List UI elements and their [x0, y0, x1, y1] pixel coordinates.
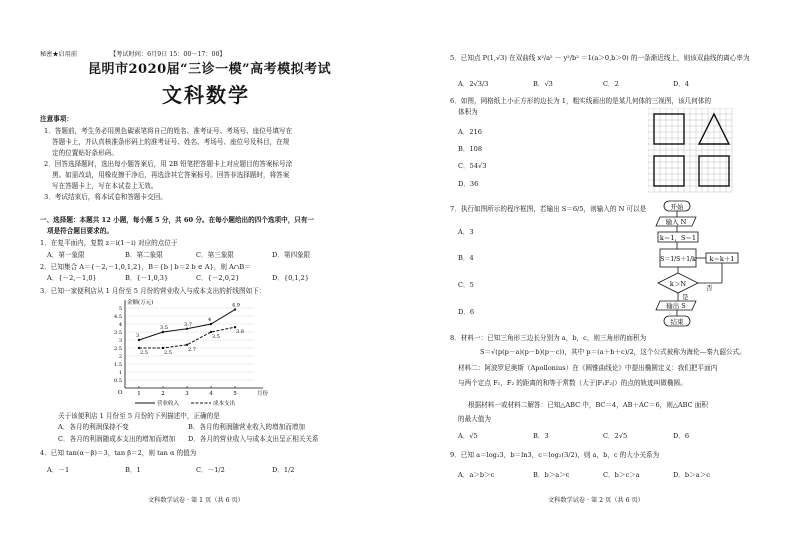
- three-view-figure: [648, 108, 758, 198]
- q4-option-d: D．1/2: [272, 466, 295, 474]
- q7-option-b: B．4: [458, 254, 474, 262]
- flow-yes-label: 是: [682, 293, 689, 301]
- data-point: [138, 347, 140, 349]
- q9-option-b: B．b＞a＞c: [533, 471, 570, 479]
- flow-input-label: 输入 N: [665, 218, 687, 226]
- line-chart: [105, 296, 280, 408]
- data-point: [186, 328, 188, 330]
- data-point: [234, 326, 236, 328]
- flow-cond-label: k＞N: [669, 280, 687, 288]
- q1-option-d: D．第四象限: [272, 251, 311, 259]
- y-tick-label: 2.5: [114, 346, 122, 352]
- front-view-square: [654, 114, 684, 144]
- q5-option-a: A．2√3/3: [458, 80, 489, 88]
- exam-time: 【考试时间：6月9日 15：00－17：00】: [110, 51, 226, 58]
- notice-line: 写在答题卡上，写在本试卷上无效。: [52, 182, 158, 190]
- notice-heading: 注意事项：: [40, 115, 73, 123]
- q3-stem: 3．已知一家便利店从 1 月份至 5 月份的营业收入与成本支出的折线图如下：: [40, 287, 266, 295]
- notice-line: 1．答题前，考生务必用黑色碳素笔将自己的姓名、准考证号、考场号、座位号填写在: [44, 127, 293, 135]
- top-view-square-left: [654, 156, 684, 186]
- q8-line: 8．材料一：已知三角形三边长分别为 a，b，c，则三角形的面积为: [450, 334, 647, 342]
- q4-option-a: A．－1: [47, 466, 70, 474]
- q6-option-d: D．36: [458, 180, 479, 188]
- data-label: 3: [136, 333, 140, 339]
- q5-option-c: C．2: [603, 80, 619, 88]
- q8-line: 根据材料一或材料二解答：已知△ABC 中，BC＝4，AB＋AC＝6，则△ABC 面积: [468, 401, 708, 409]
- x-tick-label: 3: [185, 391, 189, 397]
- q3-option-b: B．各月的利润随营业收入的增加而增加: [188, 423, 305, 431]
- y-tick-label: 0.5: [114, 378, 122, 384]
- flow-end-label: 结束: [670, 318, 684, 326]
- q8-option-d: D．6: [673, 432, 690, 440]
- y-tick-label: 4.5: [114, 314, 122, 320]
- q9-option-d: D．b＞a＞c: [673, 471, 710, 479]
- legend-label-cost: 成本支出: [213, 401, 236, 407]
- data-point: [186, 344, 188, 346]
- notice-line: 3．考试结束后，将本试卷和答题卡交回。: [44, 193, 167, 201]
- data-point: [210, 331, 212, 333]
- data-point: [138, 339, 140, 341]
- page-footer-right: 文科数学试卷 · 第 2 页（共 6 页）: [548, 497, 644, 504]
- q9-option-c: C．b＞c＞a: [603, 471, 640, 479]
- q6-option-a: A．216: [458, 128, 482, 136]
- data-label: 3.7: [184, 321, 192, 328]
- data-point: [162, 331, 164, 333]
- q3-option-c: C．各月的利润随成本支出的增加而增加: [58, 435, 176, 443]
- q5-option-b: B．√3: [533, 80, 553, 88]
- subject-title: 文科数学: [162, 83, 250, 107]
- section-heading: 一、选择题：本题共 12 小题，每小题 5 分，共 60 分。在每小题给出的四个选项中，只有一: [40, 216, 315, 224]
- q7-option-c: C．5: [458, 281, 474, 289]
- x-tick-label: 4: [209, 391, 213, 397]
- q4-option-c: C．－1/2: [196, 466, 225, 474]
- y-tick-label: 1: [118, 370, 122, 376]
- notice-line: 黑。如需改动，用橡皮擦干净后，再选涂其它答案标号。回答非选择题时，将答案: [52, 171, 290, 179]
- y-tick-label: 5: [118, 306, 122, 312]
- q2-option-d: D．{0,1,2}: [272, 274, 310, 282]
- data-point: [162, 347, 164, 349]
- data-label: 2.5: [140, 350, 148, 356]
- notice-line: 答题卡上，并认真核准条形码上的准考证号、姓名、考场号、座位号及科目，在规: [52, 138, 290, 146]
- y-axis-label: 金额(万元): [127, 300, 154, 306]
- q3-after: 关于该便利店 1 月份至 5 月份的下列描述中，正确的是: [58, 412, 220, 420]
- q2-option-b: B．{－1,0,3}: [125, 274, 169, 282]
- program-flowchart: [640, 199, 750, 331]
- data-label: 3.5: [212, 334, 220, 340]
- y-tick-label: 3.5: [114, 330, 122, 336]
- q2-stem: 2．已知集合 A＝{－2,－1,0,1,2}，B＝{b | b＝2 b ∈ A}，则 A∩B＝: [40, 263, 251, 271]
- q6-stem: 6．如图，网格纸上小正方形的边长为 1，粗实线画出的是某几何体的三视图，该几何体的: [450, 97, 712, 105]
- data-label: 4.9: [232, 302, 240, 309]
- y-tick-label: 3: [118, 338, 122, 344]
- notice-line: 定的位置贴好条形码。: [52, 149, 118, 157]
- data-point: [210, 323, 212, 325]
- exam-title: 昆明市2020届“三诊一模”高考模拟考试: [88, 62, 332, 77]
- x-tick-label: 2: [161, 391, 165, 397]
- flow-inc-label: k＝k＋1: [709, 255, 735, 263]
- legend-label-income: 营业收入: [157, 401, 180, 407]
- q8-line: 的最大值为: [458, 415, 491, 423]
- q8-line: 与两个定点 F₁，F₂ 的距离的和等于常数（大于|F₁F₂|）的点的轨迹叫做椭圆。: [458, 379, 687, 387]
- q9-stem: 9．已知 a＝log₂3，b＝ln3，c＝log₂(3/2)，则 a，b，c 的大小关系为: [450, 451, 660, 459]
- secret-label: 秘密★启用前: [40, 51, 78, 58]
- flow-assign-label: S＝1/S＋1/k: [660, 256, 696, 263]
- q2-option-a: A．{－2,－1,0}: [47, 274, 97, 282]
- origin-label: O: [118, 390, 123, 396]
- q3-option-a: A．各月的利润保持不变: [58, 423, 129, 431]
- y-tick-label: 2: [118, 354, 122, 360]
- data-label: 3.5: [160, 325, 168, 331]
- q8-option-c: C．2√5: [603, 432, 628, 440]
- q1-stem: 1．在复平面内，复数 z＝i(1－i) 对应的点位于: [40, 239, 178, 247]
- page-footer-left: 文科数学试卷 · 第 1 页（共 6 页）: [148, 497, 244, 504]
- q6-stem-cont: 体积为: [458, 108, 478, 116]
- data-label: 2.5: [164, 350, 172, 356]
- q1-option-a: A．第一象限: [47, 251, 85, 259]
- q9-option-a: A．a＞b＞c: [458, 471, 495, 479]
- q4-option-b: B．1: [125, 466, 141, 474]
- data-point: [234, 308, 236, 310]
- q5-option-d: D．4: [673, 80, 690, 88]
- q4-stem: 4．已知 tan(α－β)＝3，tan β＝2，则 tan α 的值为: [40, 449, 197, 457]
- q7-stem: 7．执行如图所示的程序框图，若输出 S＝6/5，则输入的 N 可以是: [450, 205, 647, 213]
- q8-line: S＝√(p(p－a)(p－b)(p－c))，其中 p＝(a＋b＋c)/2，这个公式被称为海伦—秦九韶公式。: [480, 348, 746, 356]
- q7-option-d: D．6: [458, 308, 475, 316]
- flow-init-label: k＝1，S＝1: [659, 234, 697, 242]
- q6-option-c: C．54√3: [458, 162, 487, 170]
- q1-option-c: C．第三象限: [196, 251, 235, 259]
- x-axis-label: 月份: [257, 391, 269, 397]
- flow-output-label: 输出 S: [666, 302, 686, 310]
- flow-no-label: 否: [706, 284, 713, 292]
- q8-option-b: B．3: [533, 432, 549, 440]
- q3-option-d: D．各月的营业收入与成本支出呈正相关关系: [188, 435, 319, 443]
- q1-option-b: B．第二象限: [125, 251, 163, 259]
- q5-stem: 5．已知点 P(1,√3) 在双曲线 x²/a² － y²/b² ＝1(a＞0,b＞0) 的一条渐近线上，则该双曲线的离心率为: [450, 54, 750, 62]
- section-heading-cont: 项是符合题目要求的。: [47, 227, 113, 235]
- q6-option-b: B．108: [458, 145, 483, 153]
- flow-start-label: 开始: [670, 203, 684, 211]
- q8-line: 材料二：阿波罗尼奥斯（Apollonius）在《圆锥曲线论》中提出椭圆定义：我们把平面内: [458, 364, 718, 372]
- y-tick-label: 1.5: [114, 362, 122, 368]
- data-label: 2.7: [188, 346, 196, 353]
- x-tick-label: 5: [233, 391, 237, 397]
- data-label: 3.8: [236, 329, 244, 336]
- data-label: 4: [208, 317, 212, 323]
- q8-option-a: A．√5: [458, 432, 478, 440]
- q2-option-c: C．{－2,0,2}: [196, 274, 240, 282]
- notice-line: 2．回答选择题时，选出每小题答案后，用 2B 铅笔把答题卡上对应题目的答案标号涂: [44, 160, 293, 168]
- y-tick-label: 4: [118, 322, 122, 328]
- q7-option-a: A．3: [458, 228, 474, 236]
- x-tick-label: 1: [137, 391, 141, 397]
